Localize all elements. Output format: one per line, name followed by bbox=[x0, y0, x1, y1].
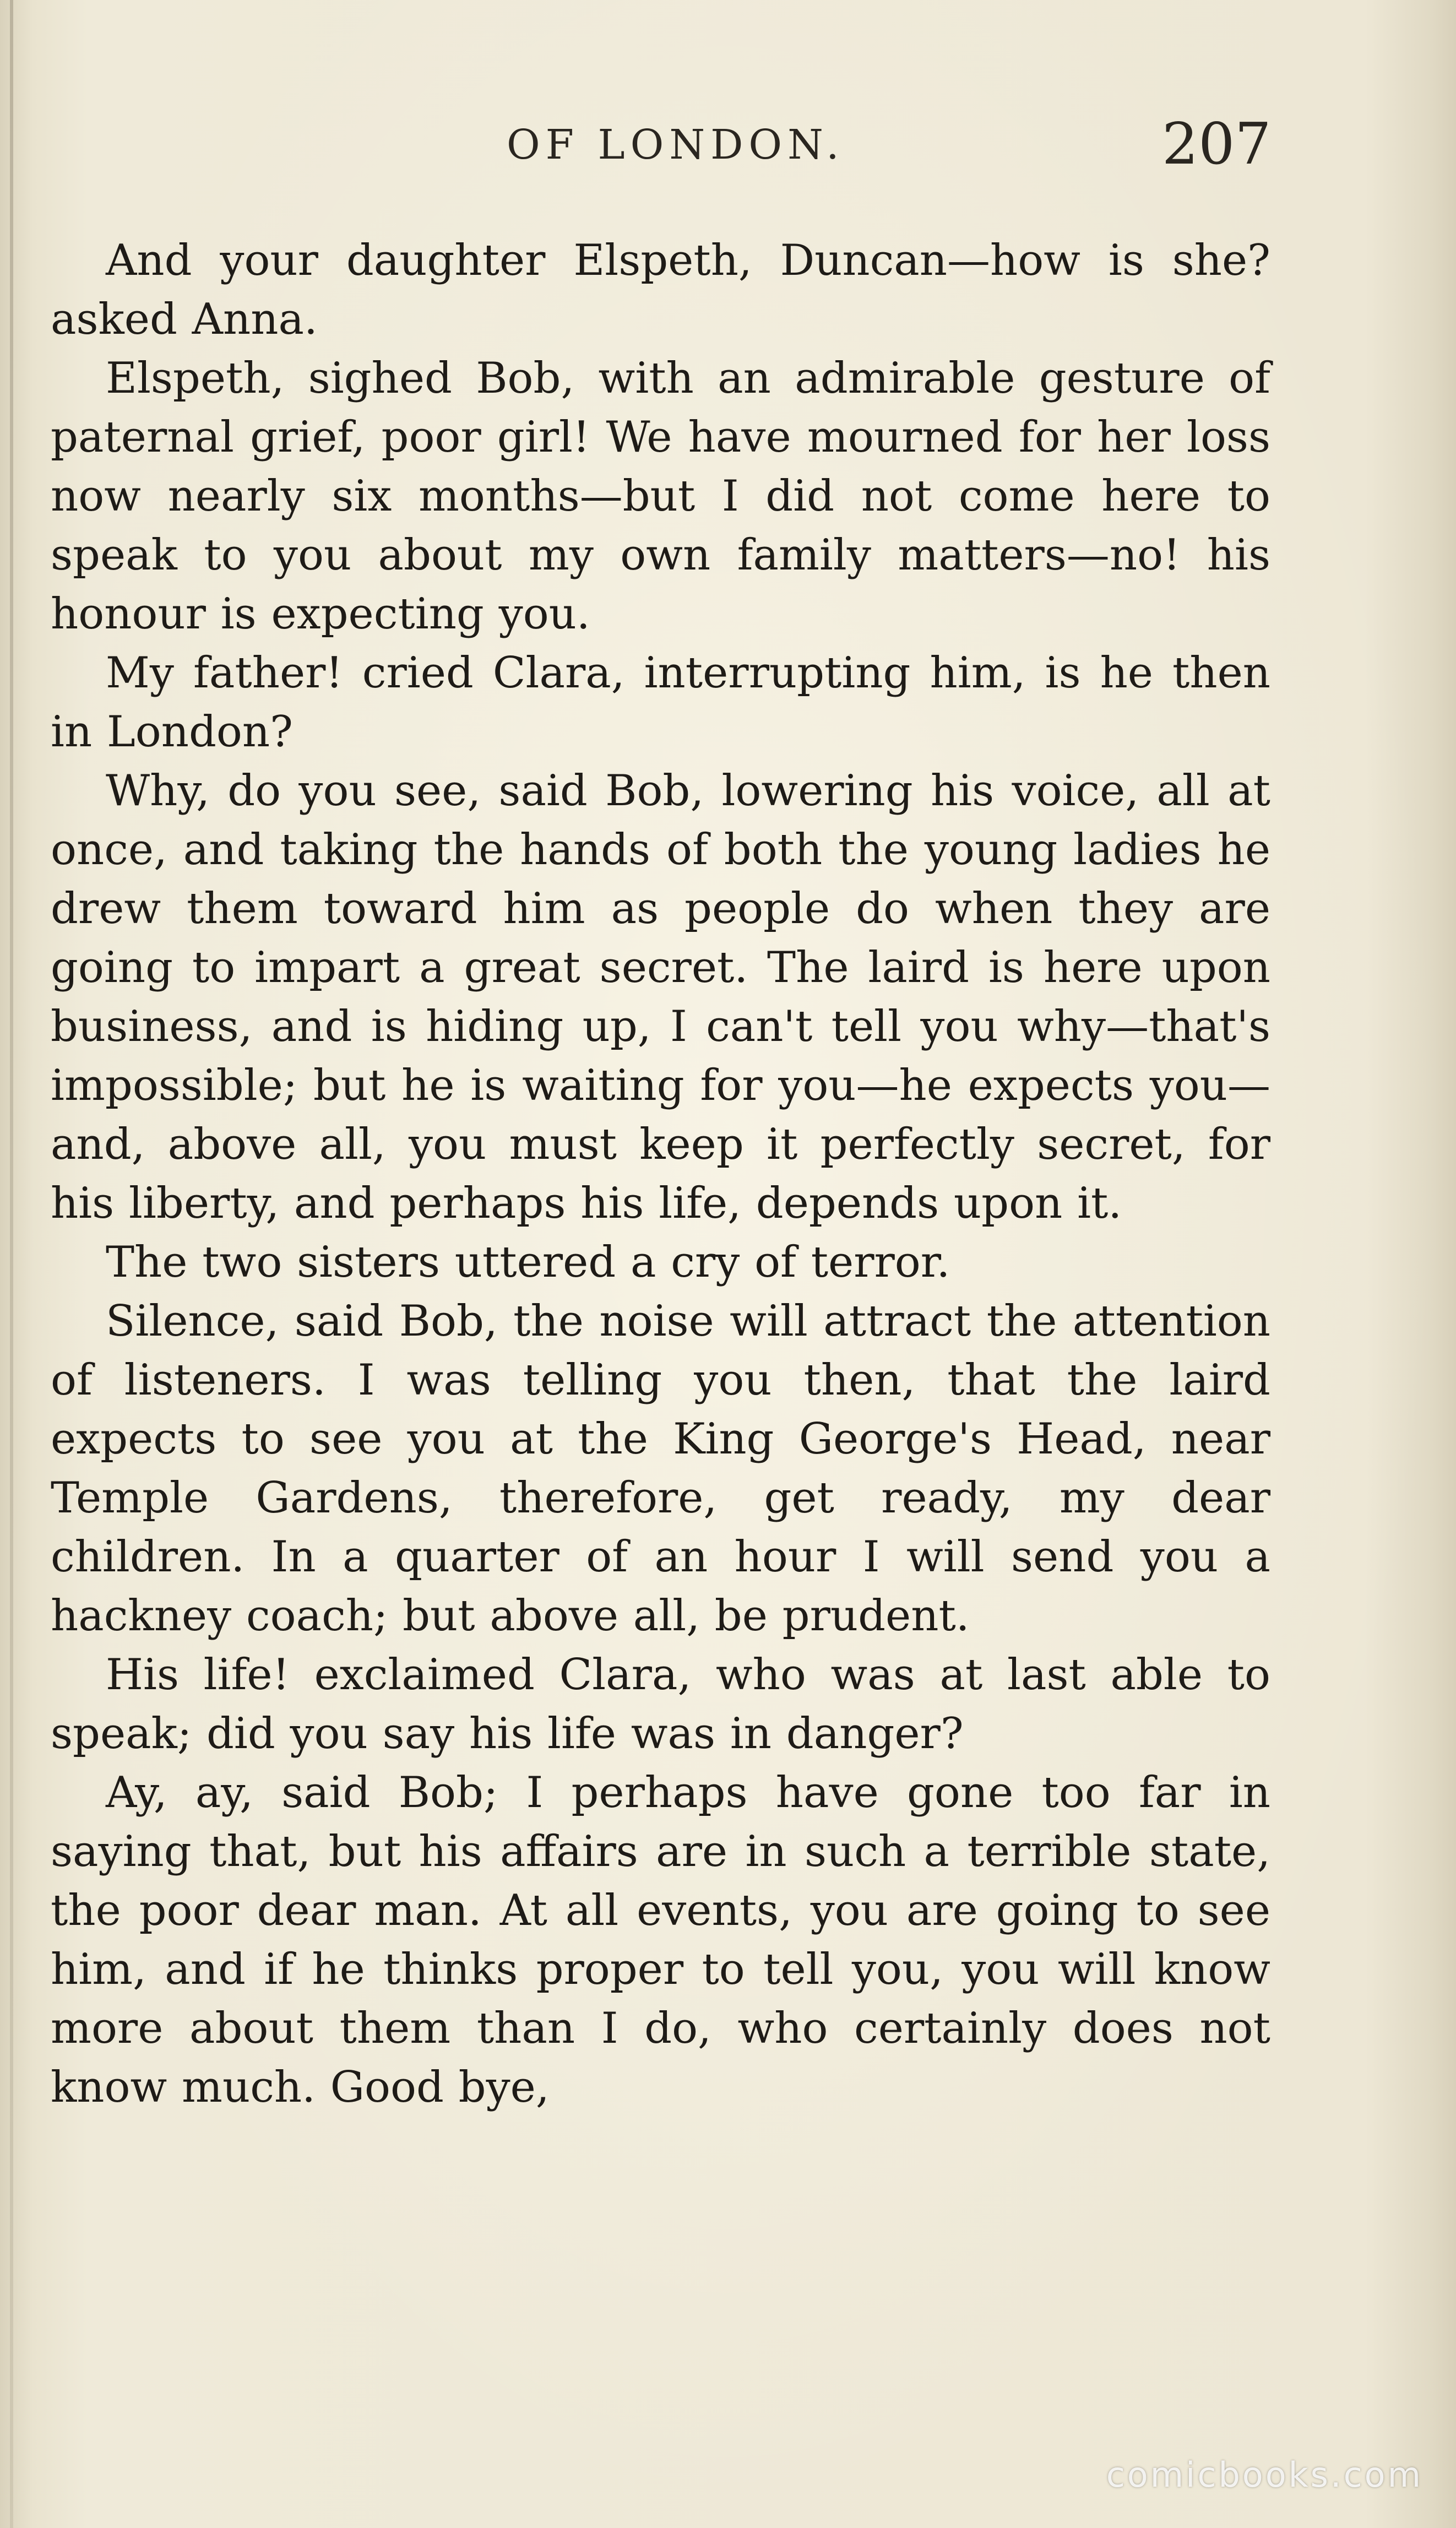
paragraph: And your daughter Elspeth, Duncan—how is she? asked Anna. bbox=[51, 236, 1270, 344]
paragraph: The two sisters uttered a cry of terror. bbox=[106, 1238, 950, 1287]
body-text bbox=[51, 231, 1270, 2117]
page-gutter bbox=[10, 0, 13, 2528]
paragraph: Ay, ay, said Bob; I perhaps have gone too far in saying that, but his affairs are in such a terrible state, the poor dear man. At all events, you are going to see him, and if he thinks proper to tell you, you will know more about them than I do, who certainly does not know much. Good bye, bbox=[51, 1768, 1270, 2112]
watermark: comicbooks.com bbox=[1106, 2455, 1423, 2495]
paragraph: Why, do you see, said Bob, lowering his voice, all at once, and taking the hands of both the young ladies he drew them toward him as people do when they are going to impart a great secret. The laird is here upon business, and is hiding up, I can't tell you why—that's impossible; but he is waiting for you—he expects you—and, above all, you must keep it perfectly secret, for his liberty, and perhaps his life, depends upon it. bbox=[51, 766, 1270, 1228]
running-head bbox=[0, 105, 1456, 182]
paragraph: Silence, said Bob, the noise will attract the attention of listeners. I was telling you then, that the laird expects to see you at the King George's Head, near Temple Gardens, therefore, get ready, my dear children. In a quarter of an hour I will send you a hackney coach; but above all, be prudent. bbox=[51, 1296, 1270, 1641]
paragraph: His life! exclaimed Clara, who was at last able to speak; did you say his life was in danger? bbox=[51, 1650, 1270, 1759]
paragraph: My father! cried Clara, interrupting him, is he then in London? bbox=[51, 648, 1270, 757]
paragraph: Elspeth, sighed Bob, with an admirable gesture of paternal grief, poor girl! We have mourned for her loss now nearly six months—but I did not come here to speak to you about my own family matters—no! his honour is expecting you. bbox=[51, 354, 1270, 639]
page-number: 207 bbox=[1162, 110, 1272, 177]
running-head-title: OF LONDON. bbox=[507, 121, 845, 169]
